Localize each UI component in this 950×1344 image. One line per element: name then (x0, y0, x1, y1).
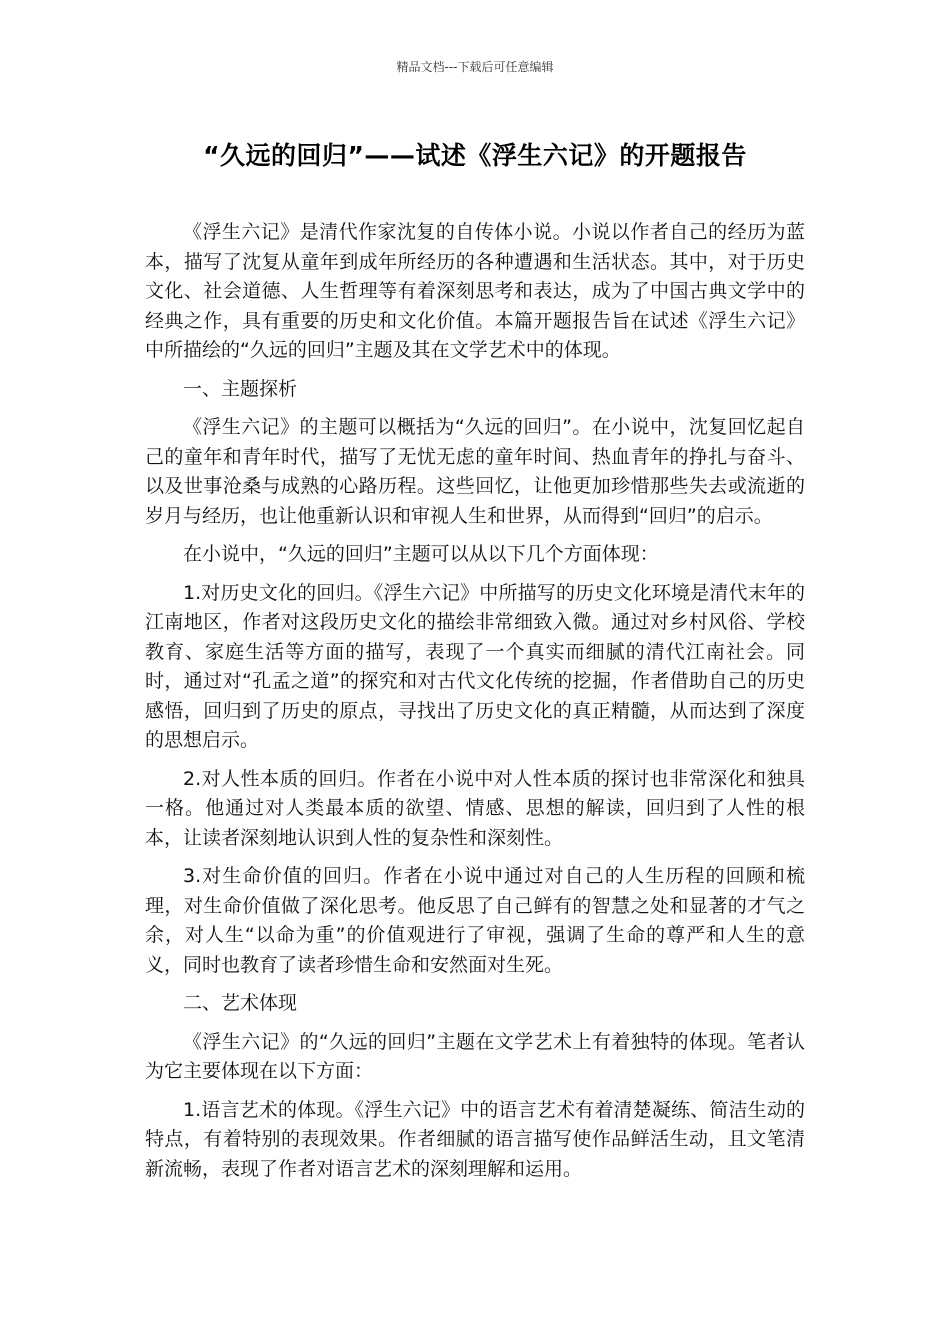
paragraph-point-life: 3.对生命价值的回归。作者在小说中通过对自己的人生历程的回顾和梳理，对生命价值做了深化思考。他反思了自己鲜有的智慧之处和显著的才气之余，对人生“以命为重”的价值观进行了审视，强调了生命的尊严和人生的意义，同时也教育了读者珍惜生命和安然面对生死。 (145, 865, 805, 976)
paragraph-point-history: 1.对历史文化的回归。《浮生六记》中所描写的历史文化环境是清代末年的江南地区，作者对这段历史文化的描绘非常细致入微。通过对乡村风俗、学校教育、家庭生活等方面的描写，表现了一个真实而细腻的清代江南社会。同时，通过对“孔孟之道”的探究和对古代文化传统的挖掘，作者借助自己的历史感悟，回归到了历史的原点，寻找出了历史文化的真正精髓，从而达到了深度的思想启示。 (145, 581, 805, 751)
paragraph-theme-lead: 在小说中，“久远的回归”主题可以从以下几个方面体现： (183, 543, 659, 565)
page-header: 精品文档---下载后可任意编辑 (396, 60, 554, 74)
document-body (145, 218, 805, 1193)
paragraph-point-humanity: 2.对人性本质的回归。作者在小说中对人性本质的探讨也非常深化和独具一格。他通过对人类最本质的欲望、情感、思想的解读，回归到了人性的根本，让读者深刻地认识到人性的复杂性和深刻性。 (145, 767, 805, 849)
paragraph-art: 《浮生六记》的“久远的回归”主题在文学艺术上有着独特的体现。笔者认为它主要体现在以下方面： (145, 1030, 805, 1082)
paragraph-point-language: 1.语言艺术的体现。《浮生六记》中的语言艺术有着清楚凝练、简洁生动的特点，有着特别的表现效果。作者细腻的语言描写使作品鲜活生动，且文笔清新流畅，表现了作者对语言艺术的深刻理解和运用。 (145, 1098, 805, 1180)
paragraph-intro: 《浮生六记》是清代作家沈复的自传体小说。小说以作者自己的经历为蓝本，描写了沈复从童年到成年所经历的各种遭遇和生活状态。其中，对于历史文化、社会道德、人生哲理等有着深刻思考和表达，成为了中国古典文学中的经典之作，具有重要的历史和文化价值。本篇开题报告旨在试述《浮生六记》中所描绘的“久远的回归”主题及其在文学艺术中的体现。 (145, 221, 805, 361)
section-heading-art: 二、艺术体现 (183, 992, 298, 1014)
paragraph-theme: 《浮生六记》的主题可以概括为“久远的回归”。在小说中，沈复回忆起自己的童年和青年时代，描写了无忧无虑的童年时间、热血青年的挣扎与奋斗、以及世事沧桑与成熟的心路历程。这些回忆，让他更加珍惜那些失去或流逝的岁月与经历，也让他重新认识和审视人生和世界，从而得到“回归”的启示。 (145, 416, 805, 527)
section-heading-theme: 一、主题探析 (183, 377, 298, 400)
document-title: “久远的回归”——试述《浮生六记》的开题报告 (203, 141, 747, 170)
